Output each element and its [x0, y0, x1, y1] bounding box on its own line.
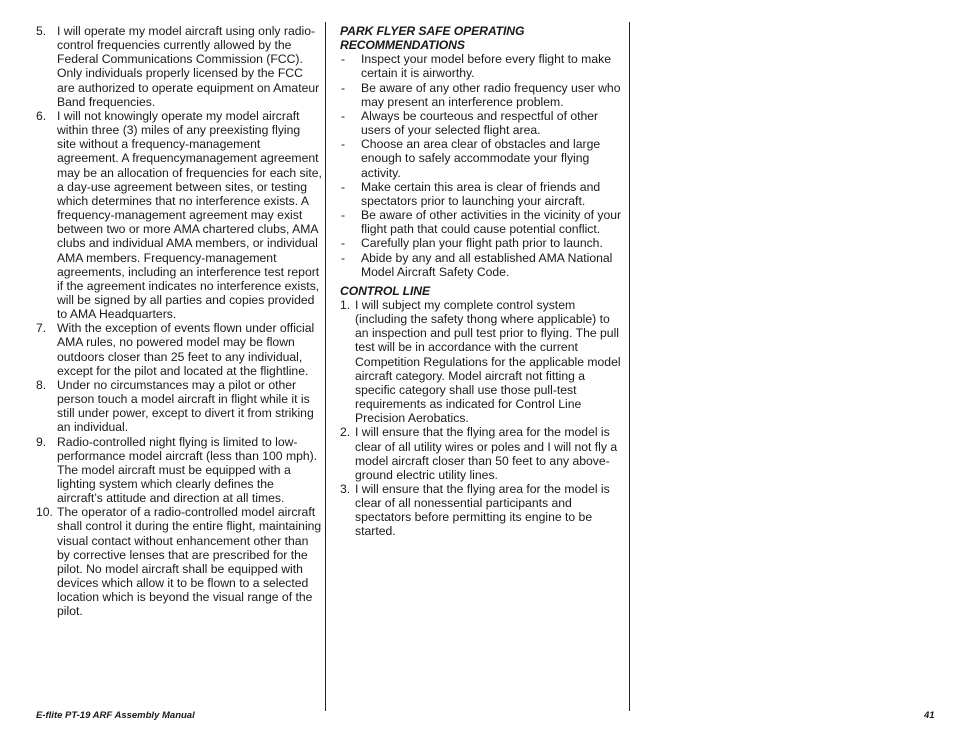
control-line-heading: CONTROL LINE [340, 283, 430, 298]
park-flyer-heading: PARK FLYER SAFE OPERATING RECOMMENDATIONS [340, 24, 525, 53]
dash-bullet: - [341, 250, 346, 265]
item-number: 9. [36, 434, 47, 449]
dash-bullet: - [341, 236, 346, 251]
rule-item-8 [36, 378, 322, 435]
column-divider [325, 22, 326, 711]
item-text: Make certain this area is clear of friends and spectators prior to launching your aircraft. [361, 179, 601, 208]
item-number: 8. [36, 377, 47, 392]
control-line-item [340, 298, 626, 425]
item-number: 10. [36, 505, 53, 520]
item-text: Always be courteous and respectful of other users of your selected flight area. [361, 108, 599, 138]
dash-bullet: - [341, 52, 346, 67]
left-column [36, 24, 322, 619]
item-text: The operator of a radio-controlled model aircraft shall control it during the entire flight, maintaining visual contact without enhancement other than by corrective lenses that are prescribed for the pilot. No model aircraft shall be equipped with devices which allow it to be flown to a selected location which is beyond the visual range of the pilot. [57, 505, 322, 619]
item-text: I will ensure that the flying area for the model is clear of all nonessential participants and spectators before permitting its engine to be started. [355, 482, 610, 539]
park-flyer-item [340, 81, 626, 109]
item-text: I will ensure that the flying area for the model is clear of all utility wires or poles and I will not fly a model aircraft closer than 50 feet to any above-ground electric utility lines. [355, 425, 618, 482]
item-text: I will operate my model aircraft using only radio-control frequencies currently allowed by the Federal Communications Commission (FCC). Only individuals properly licensed by the FCC are authorized to operate equipment on Amateur Band frequencies. [57, 24, 320, 109]
rule-item-6 [36, 109, 322, 321]
park-flyer-item [340, 52, 626, 80]
item-number: 5. [36, 24, 47, 38]
dash-bullet: - [341, 80, 346, 95]
rule-item-10 [36, 505, 322, 618]
item-text: I will subject my complete control system (including the safety thong where applicable) to an inspection and pull test prior to flying. The pull test will be in accordance with the current Competition Regulations for the applicable model aircraft category. Model aircraft not fitting a specific category shall use those pull-test requirements as indicated for Control Line Precision Aerobatics. [355, 297, 621, 426]
park-flyer-item [340, 208, 626, 236]
item-number: 2. [340, 425, 351, 440]
park-flyer-item [340, 251, 626, 279]
item-text: Be aware of other activities in the vicinity of your flight path that could cause potential conflict. [361, 208, 622, 237]
item-text: Carefully plan your flight path prior to launch. [361, 236, 603, 251]
item-text: Choose an area clear of obstacles and large enough to safely accommodate your flying activity. [361, 137, 601, 180]
rule-item-9 [36, 435, 322, 506]
control-line-item [340, 482, 626, 539]
park-flyer-item [340, 180, 626, 208]
item-text: Radio-controlled night flying is limited to low-performance model aircraft (less than 100 mph). The model aircraft must be equipped with a lighting system which clearly defines the aircraft’s attitude and direction at all times. [57, 434, 318, 506]
item-text: Abide by any and all established AMA National Model Aircraft Safety Code. [361, 250, 613, 279]
rule-item-7 [36, 321, 322, 378]
item-text: Be aware of any other radio frequency user who may present an interference problem. [361, 80, 621, 109]
middle-column [340, 24, 626, 539]
park-flyer-item [340, 109, 626, 137]
park-flyer-item [340, 236, 626, 250]
control-line-item [340, 425, 626, 482]
item-text: Under no circumstances may a pilot or other person touch a model aircraft in flight while it is still under power, except to divert it from striking an individual. [57, 377, 314, 435]
dash-bullet: - [341, 179, 346, 194]
item-number: 3. [340, 482, 351, 496]
dash-bullet: - [341, 137, 346, 152]
item-number: 7. [36, 321, 47, 336]
rule-item-5 [36, 24, 322, 109]
column-divider [629, 22, 630, 711]
park-flyer-item [340, 137, 626, 179]
item-text: I will not knowingly operate my model aircraft within three (3) miles of any preexisting flying site without a frequency-management agreement. A frequencymanagement agreement may be an allocation of frequencies for each site, a day-use agreement between sites, or testing which determines that no interference exists. A frequency-management agreement may exist between two or more AMA chartered clubs, AMA clubs and individual AMA members, or individual AMA members. Frequency-management agreements, including an interference test report if the agreement indicates no interference exists, will be signed by all parties and copies provided to AMA Headquarters. [57, 108, 322, 322]
item-number: 6. [36, 108, 47, 123]
page-number: 41 [924, 710, 935, 721]
item-text: Inspect your model before every flight to make certain it is airworthy. [361, 52, 611, 81]
dash-bullet: - [341, 208, 346, 223]
dash-bullet: - [341, 108, 346, 123]
footer-manual-title: E-flite PT-19 ARF Assembly Manual [36, 710, 195, 721]
item-number: 1. [340, 297, 351, 312]
item-text: With the exception of events flown under official AMA rules, no powered model may be flown outdoors closer than 25 feet to any individual, except for the pilot and located at the flightline. [57, 321, 315, 378]
